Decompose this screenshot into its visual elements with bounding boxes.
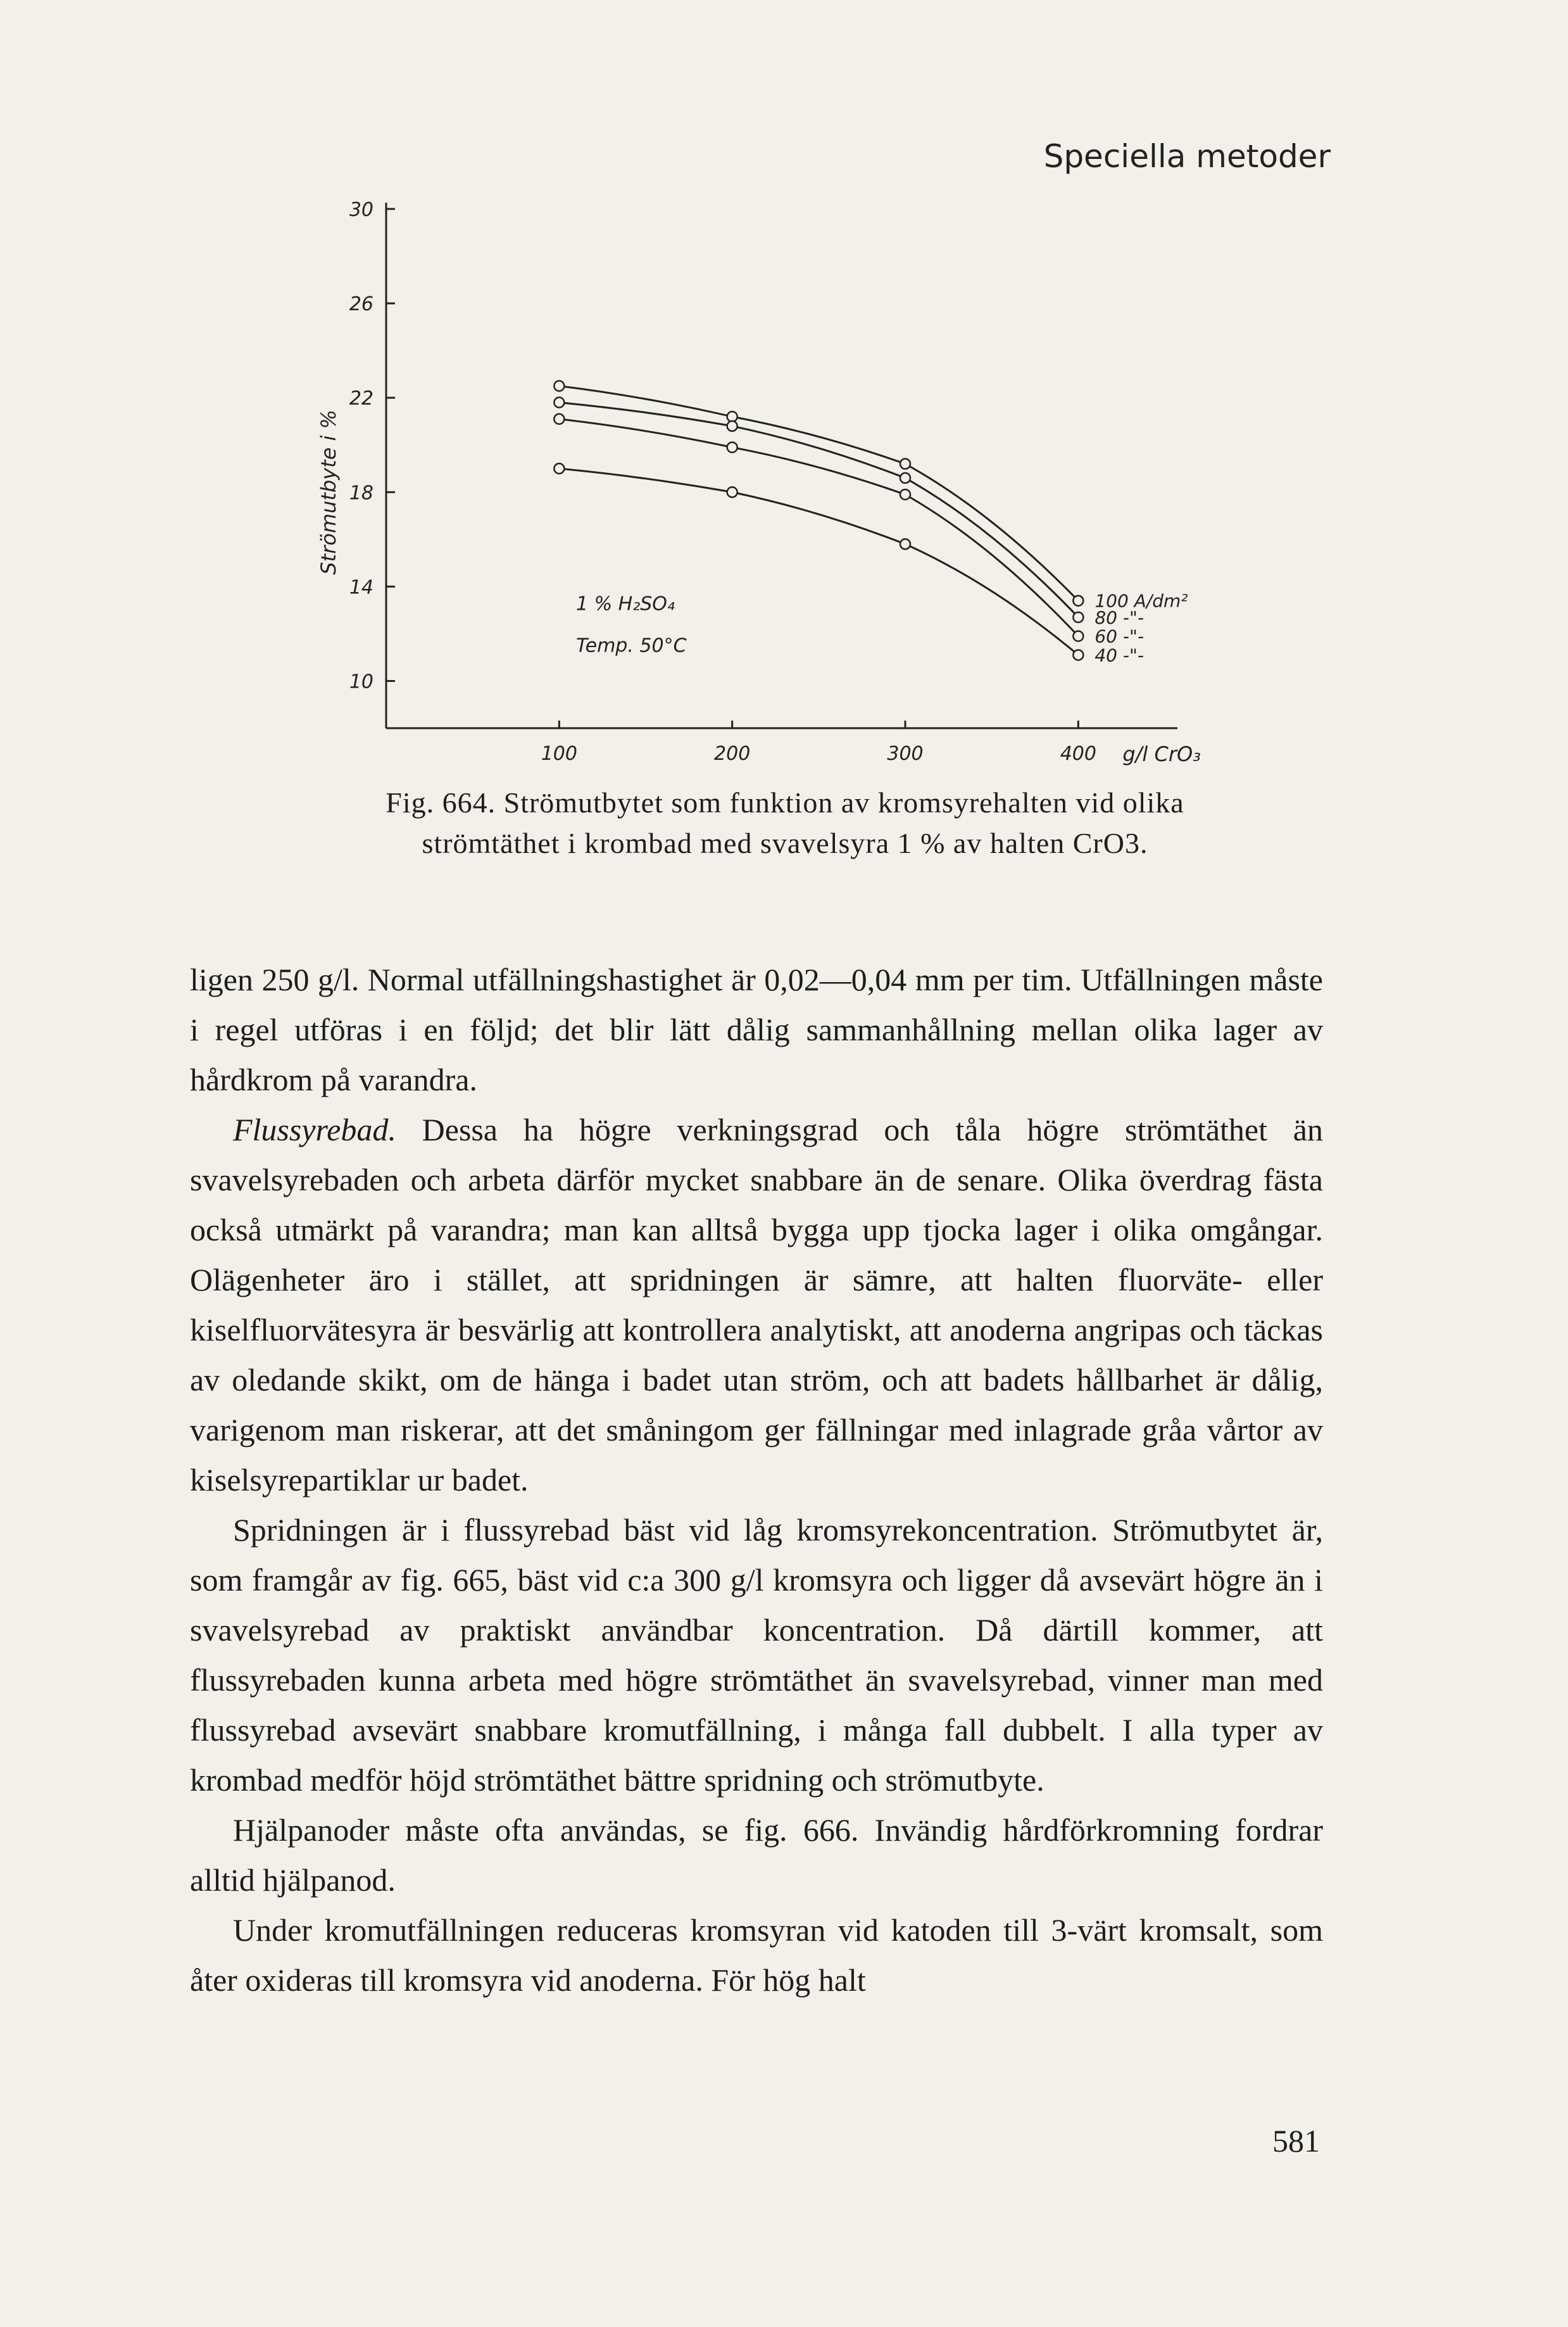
running-header: Speciella metoder: [1043, 138, 1331, 175]
paragraph-4: Hjälpanoder måste ofta användas, se fig. 666. Invändig hårdförkromning fordrar alltid hjälpanod.: [190, 1812, 1323, 1898]
y-tick-label: 18: [349, 482, 373, 505]
y-tick-label: 10: [349, 671, 373, 693]
data-point: [1073, 612, 1083, 622]
series-line: [559, 386, 1078, 601]
chart-labels: [317, 410, 1201, 766]
figure-664-chart: [304, 196, 1201, 766]
data-point: [727, 487, 737, 497]
chart-ticks: [349, 199, 1096, 765]
data-point: [900, 489, 910, 500]
data-point: [1073, 631, 1083, 641]
data-point: [900, 539, 910, 549]
figure-caption: Fig. 664. Strömutbytet som funktion av kromsyrehalten vid olika strömtäthet i krombad med svavelsyra 1 % av halten CrO3.: [386, 786, 1184, 859]
x-tick-label: 400: [1060, 743, 1096, 765]
y-tick-label: 26: [349, 293, 373, 316]
y-axis-label: Strömutbyte i %: [317, 409, 341, 575]
paragraph-2: [190, 1105, 1323, 1505]
chart-series: [554, 381, 1083, 660]
x-axis-label: g/l CrO₃: [1122, 742, 1201, 766]
y-tick-label: 30: [349, 199, 373, 221]
data-point: [727, 412, 737, 422]
data-point: [900, 459, 910, 469]
data-point: [727, 421, 737, 431]
data-point: [554, 398, 564, 408]
figure-annotation-line: 1 % H₂SO₄: [576, 593, 675, 615]
chart-axes: [386, 203, 1177, 728]
data-point: [900, 473, 910, 483]
series-line: [559, 403, 1078, 617]
paragraph-5: Under kromutfällningen reduceras kromsyran vid katoden till 3-värt kromsalt, som åter oxideras till kromsyra vid anoderna. För hög halt: [190, 1912, 1323, 1998]
series-legend-label: 60 -"-: [1094, 626, 1144, 647]
paragraph-3: Spridningen är i flussyrebad bäst vid låg kromsyrekoncentration. Strömutbytet är, som framgår av fig. 665, bäst vid c:a 300 g/l kromsyra och ligger då avsevärt högre än i svavelsyrebad av praktiskt användbar koncentration. Då därtill kommer, att flussyrebaden kunna arbeta med högre strömtäthet än svavelsyrebad, vinner man med flussyrebad avsevärt snabbare kromutfällning, i många fall dubbelt. I alla typer av krombad medför höjd strömtäthet bättre spridning och strömutbyte.: [190, 1512, 1323, 1798]
data-point: [554, 464, 564, 474]
x-tick-label: 200: [714, 743, 751, 765]
series-legend-label: 80 -"-: [1094, 607, 1144, 628]
y-tick-label: 22: [349, 388, 373, 410]
body-text: [190, 955, 1323, 2005]
x-tick-label: 100: [541, 743, 577, 765]
page-number: 581: [1272, 2123, 1320, 2159]
data-point: [554, 414, 564, 424]
x-tick-label: 300: [887, 743, 924, 765]
data-point: [1073, 596, 1083, 606]
y-tick-label: 14: [349, 576, 373, 599]
paragraph-2-lead: Flussyrebad.: [233, 1112, 396, 1147]
data-point: [727, 442, 737, 452]
figure-annotation-line: Temp. 50°C: [576, 634, 687, 657]
data-point: [554, 381, 564, 391]
data-point: [1073, 650, 1083, 660]
series-legend-label: 40 -"-: [1094, 645, 1144, 666]
series-legend-label: 100 A/dm²: [1094, 590, 1188, 612]
paragraph-1: ligen 250 g/l. Normal utfällningshastighet är 0,02—0,04 mm per tim. Utfällningen måste i regel utföras i en följd; det blir lätt dålig sammanhållning mellan olika lager av hårdkrom på varandra.: [190, 962, 1323, 1097]
paragraph-2-text: Dessa ha högre verkningsgrad och tåla högre strömtäthet än svavelsyrebaden och arbeta därför mycket snabbare än de senare. Olika överdrag fästa också utmärkt på varandra; man kan alltså bygga upp tjocka lager i olika omgångar. Olägenheter äro i stället, att spridningen är sämre, att halten fluorväte- eller kiselfluorvätesyra är besvärlig att kontrollera analytiskt, att anoderna angripas och täckas av oledande skikt, om de hänga i badet utan ström, och att badets hållbarhet är dålig, varigenom man riskerar, att det småningom ger fällningar med inlagrade gråa vårtor av kiselsyrepartiklar ur badet.: [190, 1112, 1323, 1498]
